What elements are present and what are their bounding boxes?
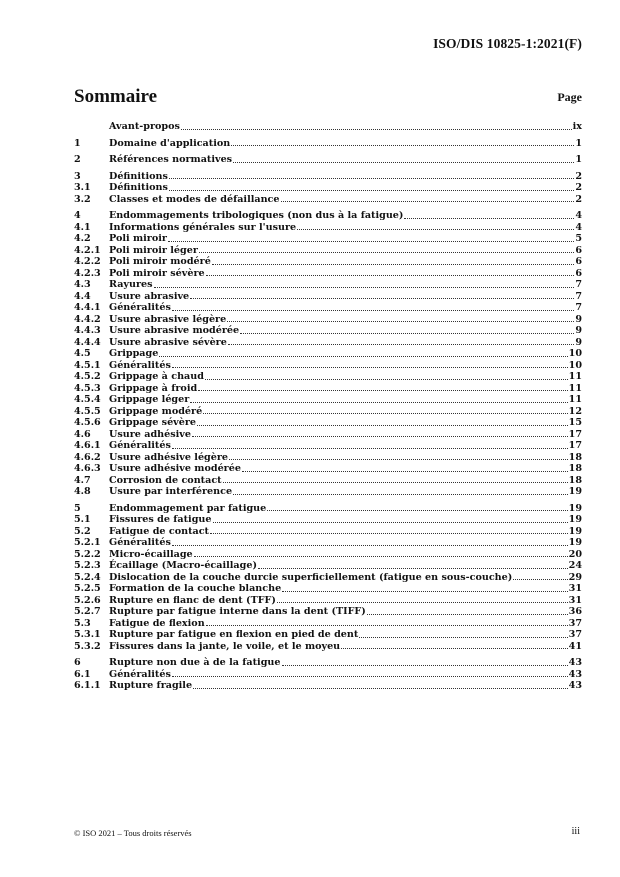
toc-entry-page: 20 <box>568 548 582 560</box>
toc-entry-number: 4.5.2 <box>74 371 101 382</box>
toc-entry[interactable] <box>74 154 582 166</box>
toc-entry-number: 4.6.3 <box>74 463 101 474</box>
toc-entry-page: 24 <box>568 560 582 571</box>
dot-leader <box>181 128 572 130</box>
footer-copyright: © ISO 2021 – Tous droits réservés <box>74 828 192 838</box>
toc-entry-page: 43 <box>568 680 582 691</box>
toc-entry-page: 2 <box>575 182 582 193</box>
table-of-contents <box>74 121 582 692</box>
dot-leader <box>404 217 574 219</box>
toc-entry-label: Usure abrasive <box>109 290 190 302</box>
dot-leader <box>277 601 568 603</box>
toc-entry-page: 43 <box>568 657 582 668</box>
toc-entry-number: 2 <box>74 154 81 165</box>
toc-entry[interactable] <box>74 583 582 595</box>
toc-entry-number: 4.5.6 <box>74 417 101 428</box>
dot-leader <box>172 675 568 677</box>
toc-entry-page: 11 <box>568 394 582 405</box>
toc-entry-page: 18 <box>568 451 582 463</box>
toc-entry-label: Formation de la couche blanche <box>109 583 282 594</box>
toc-entry-label: Endommagements tribologiques (non dus à la fatigue) <box>109 210 404 221</box>
toc-entry-page: 19 <box>568 537 582 548</box>
dot-leader <box>231 144 574 146</box>
toc-entry-page: 43 <box>568 668 582 680</box>
page-title: Sommaire <box>74 86 158 107</box>
toc-entry-label: Classes et modes de défaillance <box>109 193 280 205</box>
toc-entry-number: 6.1 <box>74 668 91 680</box>
toc-entry[interactable] <box>74 314 582 326</box>
toc-entry[interactable] <box>74 680 582 692</box>
toc-entry-number: 1 <box>74 137 81 149</box>
toc-entry-label: Grippage à froid <box>109 382 198 394</box>
toc-entry-label: Avant-propos <box>109 121 180 132</box>
toc-entry-number: 5.2.5 <box>74 583 101 594</box>
toc-entry-label: Usure par interférence <box>109 486 233 497</box>
toc-entry[interactable] <box>74 440 582 452</box>
toc-entry[interactable] <box>74 279 582 291</box>
toc-entry[interactable] <box>74 348 582 360</box>
dot-leader <box>297 228 574 230</box>
toc-entry-label: Usure abrasive légère <box>109 313 227 325</box>
toc-entry-label: Poli miroir modéré <box>109 256 211 267</box>
toc-entry-label: Poli miroir léger <box>109 244 198 256</box>
toc-entry[interactable] <box>74 595 582 607</box>
toc-entry-page: 10 <box>568 348 582 359</box>
toc-entry-number: 6.1.1 <box>74 680 101 691</box>
toc-entry-number: 4.5.1 <box>74 359 101 371</box>
toc-entry[interactable] <box>74 549 582 561</box>
dot-leader <box>229 458 568 460</box>
toc-entry-number: 4.1 <box>74 221 91 233</box>
toc-entry-label: Généralités <box>109 359 171 371</box>
toc-entry-page: 10 <box>568 359 582 371</box>
toc-entry-label: Fatigue de contact <box>109 525 209 537</box>
dot-leader <box>367 613 568 615</box>
dot-leader <box>513 578 567 580</box>
toc-entry-label: Usure adhésive <box>109 428 191 440</box>
toc-entry[interactable] <box>74 429 582 441</box>
toc-entry-page: 7 <box>575 290 582 302</box>
toc-entry[interactable] <box>74 371 582 383</box>
toc-entry-label: Micro-écaillage <box>109 548 193 560</box>
toc-entry[interactable] <box>74 560 582 572</box>
toc-entry-number: 4.3 <box>74 279 91 290</box>
toc-entry-label: Rupture par fatigue interne dans la dent (TIFF) <box>109 606 366 617</box>
toc-entry-label: Informations générales sur l'usure <box>109 221 297 233</box>
toc-entry-number: 5.3 <box>74 617 91 629</box>
toc-entry-page: 17 <box>568 440 582 451</box>
toc-entry[interactable] <box>74 291 582 303</box>
toc-entry-label: Rupture par fatigue en flexion en pied de dent <box>109 629 359 640</box>
dot-leader <box>192 435 568 437</box>
toc-entry-page: 2 <box>575 170 582 182</box>
toc-entry-label: Généralités <box>109 440 171 451</box>
document-id: ISO/DIS 10825-1:2021(F) <box>433 36 582 51</box>
dot-leader <box>341 647 567 649</box>
toc-entry-label: Poli miroir sévère <box>109 267 205 279</box>
dot-leader <box>206 274 575 276</box>
toc-entry-number: 5.2.4 <box>74 571 101 583</box>
toc-entry-number: 4.6.2 <box>74 451 101 463</box>
toc-entry-number: 4.4.3 <box>74 325 101 336</box>
toc-entry-label: Fissures dans la jante, le voile, et le moyeu <box>109 640 341 652</box>
toc-entry[interactable] <box>74 452 582 464</box>
dot-leader <box>228 343 574 345</box>
toc-entry-page: 19 <box>568 486 582 497</box>
dot-leader <box>242 470 568 472</box>
toc-entry-page: 18 <box>568 463 582 474</box>
toc-entry-page: 11 <box>568 371 582 382</box>
toc-entry[interactable] <box>74 669 582 681</box>
toc-entry[interactable] <box>74 194 582 206</box>
toc-entry-number: 4.4 <box>74 290 91 302</box>
toc-entry-label: Usure abrasive sévère <box>109 336 227 348</box>
toc-entry-number: 3.1 <box>74 182 91 193</box>
toc-entry[interactable] <box>74 475 582 487</box>
toc-entry-number: 3 <box>74 170 81 182</box>
dot-leader <box>194 555 568 557</box>
toc-entry-number: 4.5.4 <box>74 394 101 405</box>
toc-entry[interactable] <box>74 514 582 526</box>
dot-leader <box>172 309 574 311</box>
toc-entry-page: 17 <box>568 428 582 440</box>
toc-entry-page: 4 <box>575 221 582 233</box>
toc-entry-label: Généralités <box>109 537 171 548</box>
toc-entry-label: Usure abrasive modérée <box>109 325 240 336</box>
toc-entry[interactable] <box>74 182 582 194</box>
toc-entry-number: 4.4.1 <box>74 302 101 313</box>
dot-leader <box>281 200 575 202</box>
dot-leader <box>197 424 568 426</box>
toc-entry-label: Fatigue de flexion <box>109 617 205 629</box>
toc-entry-page: 36 <box>568 606 582 617</box>
toc-entry-label: Écaillage (Macro-écaillage) <box>109 560 257 571</box>
dot-leader <box>213 521 568 523</box>
dot-leader <box>282 664 568 666</box>
toc-entry-number: 5 <box>74 502 81 514</box>
toc-entry[interactable] <box>74 268 582 280</box>
toc-entry-label: Grippage léger <box>109 394 190 405</box>
toc-entry-number: 5.2.6 <box>74 594 101 606</box>
dot-leader <box>169 177 574 179</box>
dot-leader <box>172 366 568 368</box>
toc-entry-page: 18 <box>568 474 582 486</box>
toc-entry-page: 9 <box>575 313 582 325</box>
dot-leader <box>233 493 568 495</box>
toc-entry-label: Usure adhésive modérée <box>109 463 241 474</box>
dot-leader <box>240 332 574 334</box>
toc-entry[interactable] <box>74 394 582 406</box>
toc-entry-number: 4.2.3 <box>74 267 101 279</box>
toc-entry-label: Corrosion de contact <box>109 474 222 486</box>
dot-leader <box>282 590 567 592</box>
dot-leader <box>223 481 568 483</box>
toc-entry-page: 19 <box>568 502 582 514</box>
toc-entry-page: 12 <box>568 405 582 417</box>
toc-entry[interactable] <box>74 302 582 314</box>
dot-leader <box>154 286 575 288</box>
toc-entry-number: 5.2.3 <box>74 560 101 571</box>
toc-entry-label: Usure adhésive légère <box>109 451 229 463</box>
toc-entry[interactable] <box>74 526 582 538</box>
toc-entry[interactable] <box>74 210 582 222</box>
toc-entry[interactable] <box>74 641 582 653</box>
dot-leader <box>210 532 568 534</box>
toc-entry-number: 6 <box>74 657 81 668</box>
toc-entry-label: Rupture en flanc de dent (TFF) <box>109 594 276 606</box>
toc-entry[interactable] <box>74 245 582 257</box>
toc-entry-number: 4.4.2 <box>74 313 101 325</box>
toc-entry-page: 31 <box>568 594 582 606</box>
toc-entry-number: 4.5.5 <box>74 405 101 417</box>
dot-leader <box>172 447 568 449</box>
toc-entry-page: 31 <box>568 583 582 594</box>
toc-entry-label: Rupture non due à de la fatigue <box>109 657 281 668</box>
toc-entry-label: Généralités <box>109 668 171 680</box>
toc-entry-page: 9 <box>575 336 582 348</box>
dot-leader <box>212 263 575 265</box>
toc-entry-number: 5.2 <box>74 525 91 537</box>
toc-entry[interactable] <box>74 657 582 669</box>
toc-entry-page: 2 <box>575 193 582 205</box>
toc-entry-number: 5.3.1 <box>74 629 101 640</box>
toc-entry-number: 5.2.7 <box>74 606 101 617</box>
toc-entry[interactable] <box>74 572 582 584</box>
dot-leader <box>198 389 567 391</box>
toc-entry[interactable] <box>74 171 582 183</box>
toc-entry-label: Poli miroir <box>109 233 167 244</box>
toc-entry-page: 6 <box>575 244 582 256</box>
toc-entry-number: 3.2 <box>74 193 91 205</box>
dot-leader <box>233 161 574 163</box>
toc-entry[interactable] <box>74 256 582 268</box>
toc-entry-label: Grippage modéré <box>109 405 203 417</box>
toc-entry-page: 19 <box>568 514 582 525</box>
toc-entry-label: Grippage <box>109 348 159 359</box>
toc-entry-label: Domaine d'application <box>109 137 231 149</box>
toc-entry-page: 4 <box>575 210 582 221</box>
dot-leader <box>159 355 567 357</box>
toc-entry-number: 5.2.2 <box>74 548 101 560</box>
toc-entry[interactable] <box>74 537 582 549</box>
toc-entry-number: 4.2 <box>74 233 91 244</box>
toc-entry-number: 4.5 <box>74 348 91 359</box>
dot-leader <box>267 509 567 511</box>
toc-entry-page: 1 <box>575 154 582 165</box>
toc-entry-number: 4.2.1 <box>74 244 101 256</box>
toc-entry-label: Endommagement par fatigue <box>109 502 267 514</box>
toc-entry-number: 5.2.1 <box>74 537 101 548</box>
dot-leader <box>168 240 574 242</box>
toc-entry-label: Références normatives <box>109 154 233 165</box>
toc-entry[interactable] <box>74 360 582 372</box>
toc-entry-label: Grippage à chaud <box>109 371 204 382</box>
toc-entry[interactable] <box>74 406 582 418</box>
toc-entry-label: Fissures de fatigue <box>109 514 212 525</box>
toc-entry-page: 7 <box>575 302 582 313</box>
toc-entry-page: 19 <box>568 525 582 537</box>
toc-entry[interactable] <box>74 417 582 429</box>
page-column-label: Page <box>557 90 582 104</box>
toc-entry-label: Grippage sévère <box>109 417 197 428</box>
toc-entry-page: 6 <box>575 267 582 279</box>
toc-entry-number: 4.6.1 <box>74 440 101 451</box>
toc-entry-page: ix <box>572 121 582 132</box>
toc-entry[interactable] <box>74 138 582 150</box>
toc-entry-number: 4.5.3 <box>74 382 101 394</box>
toc-entry[interactable] <box>74 325 582 337</box>
toc-entry-number: 5.1 <box>74 514 91 525</box>
toc-entry-number: 4.7 <box>74 474 91 486</box>
toc-entry-page: 6 <box>575 256 582 267</box>
dot-leader <box>258 567 568 569</box>
toc-entry[interactable] <box>74 233 582 245</box>
toc-entry-page: 15 <box>568 417 582 428</box>
toc-entry-page: 9 <box>575 325 582 336</box>
dot-leader <box>199 251 574 253</box>
dot-leader <box>205 378 568 380</box>
dot-leader <box>206 624 568 626</box>
toc-entry-label: Définitions <box>109 170 168 182</box>
toc-entry-page: 41 <box>568 640 582 652</box>
toc-entry-label: Dislocation de la couche durcie superficiellement (fatigue en sous-couche) <box>109 571 513 583</box>
toc-entry-number: 4.2.2 <box>74 256 101 267</box>
toc-entry[interactable] <box>74 121 582 133</box>
toc-entry-label: Rayures <box>109 279 153 290</box>
toc-entry-number: 4.8 <box>74 486 91 497</box>
toc-entry-page: 37 <box>568 617 582 629</box>
toc-entry-page: 11 <box>568 382 582 394</box>
toc-entry-label: Définitions <box>109 182 168 193</box>
toc-entry[interactable] <box>74 486 582 498</box>
toc-entry-number: 5.3.2 <box>74 640 101 652</box>
toc-entry-page: 29 <box>568 571 582 583</box>
dot-leader <box>227 320 574 322</box>
dot-leader <box>203 412 567 414</box>
toc-entry-page: 1 <box>575 137 582 149</box>
toc-entry-number: 4 <box>74 210 81 221</box>
footer-page-number: iii <box>571 826 580 837</box>
toc-entry[interactable] <box>74 222 582 234</box>
dot-leader <box>169 189 574 191</box>
toc-entry[interactable] <box>74 383 582 395</box>
toc-entry-number: 4.4.4 <box>74 336 101 348</box>
toc-entry[interactable] <box>74 618 582 630</box>
toc-entry-page: 7 <box>575 279 582 290</box>
toc-entry-number: 4.6 <box>74 428 91 440</box>
toc-entry-page: 37 <box>568 629 582 640</box>
toc-entry-page: 5 <box>575 233 582 244</box>
dot-leader <box>359 636 567 638</box>
dot-leader <box>193 687 568 689</box>
toc-entry-label: Rupture fragile <box>109 680 193 691</box>
dot-leader <box>172 544 568 546</box>
toc-entry[interactable] <box>74 503 582 515</box>
toc-entry[interactable] <box>74 629 582 641</box>
toc-entry[interactable] <box>74 463 582 475</box>
dot-leader <box>190 297 574 299</box>
toc-entry[interactable] <box>74 337 582 349</box>
toc-entry[interactable] <box>74 606 582 618</box>
toc-entry-label: Généralités <box>109 302 171 313</box>
dot-leader <box>190 401 567 403</box>
